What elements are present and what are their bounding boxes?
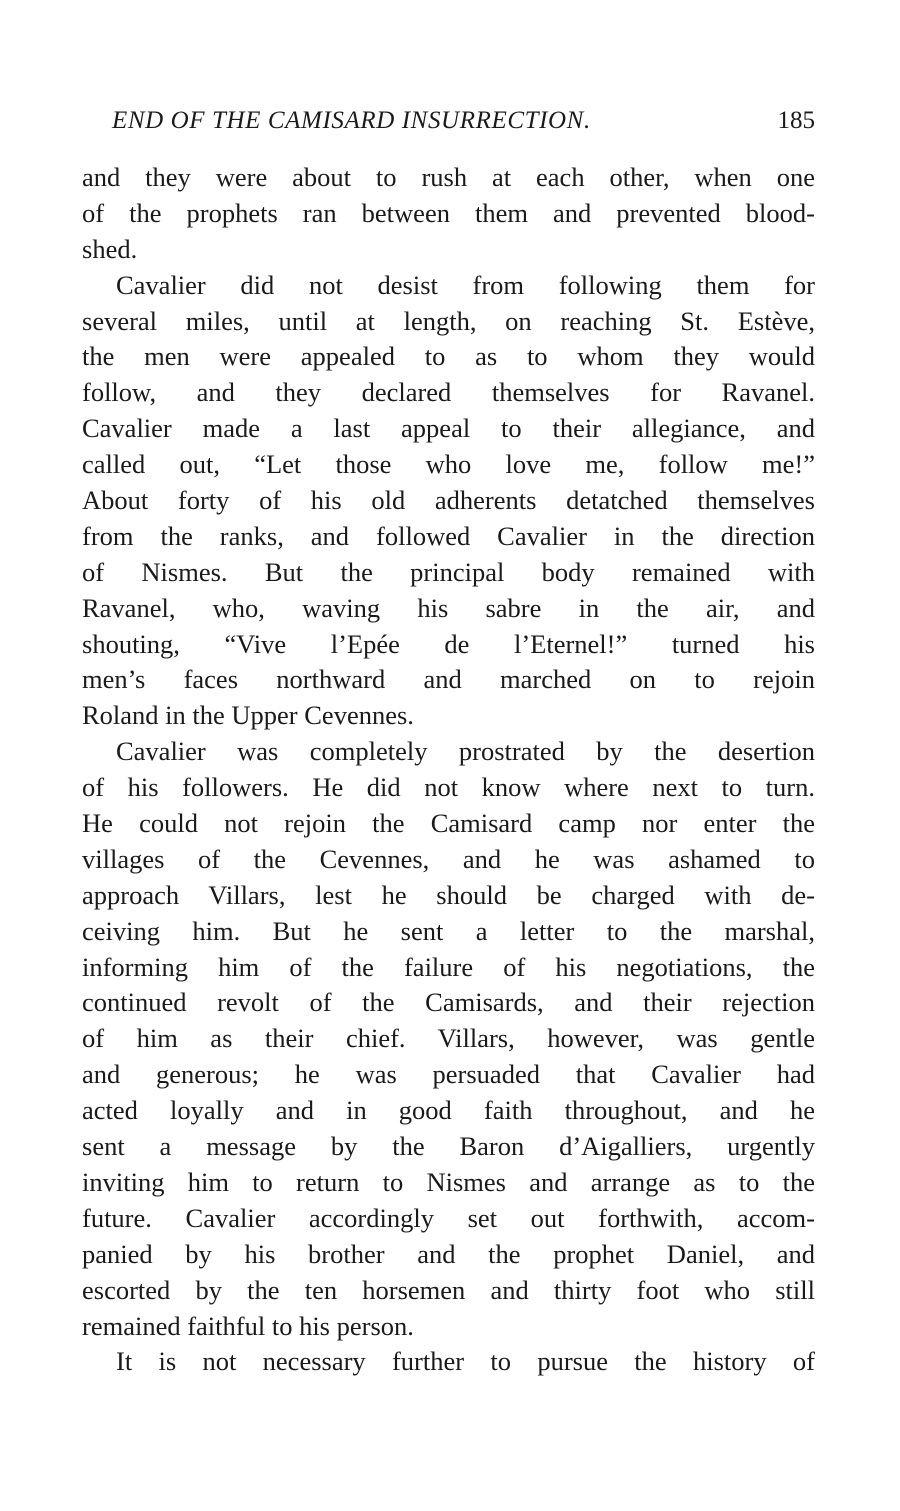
text-line: of the prophets ran between them and prevented blood-	[82, 197, 815, 228]
text-line: ceiving him. But he sent a letter to the marshal,	[82, 915, 815, 946]
text-line: He could not rejoin the Camisard camp nor enter the	[82, 808, 815, 839]
text-line: of him as their chief. Villars, however, was gentle	[82, 1023, 815, 1054]
text-line: About forty of his old adherents detatched themselves	[82, 485, 815, 516]
page-number: 185	[777, 107, 815, 134]
text-line: of his followers. He did not know where next to turn.	[82, 772, 815, 803]
page-header	[82, 104, 815, 138]
paragraph	[82, 160, 815, 268]
text-line: from the ranks, and followed Cavalier in the direction	[82, 520, 815, 551]
text-line: remained faithful to his person.	[82, 1310, 414, 1341]
text-line: Cavalier did not desist from following them for	[116, 269, 815, 300]
text-line: of Nismes. But the principal body remained with	[82, 556, 815, 587]
paragraph	[82, 1344, 815, 1380]
text-line: approach Villars, lest he should be charged with de-	[82, 879, 815, 910]
text-line: follow, and they declared themselves for Ravanel.	[82, 377, 815, 408]
text-line: men’s faces northward and marched on to rejoin	[82, 664, 815, 695]
text-line: panied by his brother and the prophet Daniel, and	[82, 1238, 815, 1269]
text-line: Cavalier was completely prostrated by the desertion	[116, 736, 815, 767]
text-line: shouting, “Vive l’Epée de l’Eternel!” turned his	[82, 628, 815, 659]
book-page	[82, 104, 815, 1380]
text-line: future. Cavalier accordingly set out forthwith, accom-	[82, 1202, 815, 1233]
text-line: called out, “Let those who love me, follow me!”	[82, 449, 815, 480]
text-line: inviting him to return to Nismes and arrange as to the	[82, 1166, 815, 1197]
text-line: sent a message by the Baron d’Aigalliers, urgently	[82, 1131, 815, 1162]
text-line: Roland in the Upper Cevennes.	[82, 700, 414, 731]
text-line: and they were about to rush at each other, when one	[82, 162, 815, 192]
text-line: Ravanel, who, waving his sabre in the air, and	[82, 592, 815, 623]
text-line: villages of the Cevennes, and he was ashamed to	[82, 843, 815, 874]
paragraph	[82, 268, 815, 735]
text-line: and generous; he was persuaded that Cavalier had	[82, 1059, 815, 1090]
text-line: the men were appealed to as to whom they would	[82, 341, 815, 372]
text-line: escorted by the ten horsemen and thirty foot who still	[82, 1274, 815, 1305]
text-line: several miles, until at length, on reaching St. Estève,	[82, 305, 815, 336]
text-line: It is not necessary further to pursue the history of	[116, 1346, 815, 1377]
body-text	[82, 160, 815, 1380]
text-line: continued revolt of the Camisards, and their rejection	[82, 987, 815, 1018]
text-line: shed.	[82, 233, 138, 264]
text-line: informing him of the failure of his negotiations, the	[82, 951, 815, 982]
text-line: acted loyally and in good faith throughout, and he	[82, 1095, 815, 1126]
text-line: Cavalier made a last appeal to their allegiance, and	[82, 413, 815, 444]
paragraph	[82, 734, 815, 1344]
running-title: END OF THE CAMISARD INSURRECTION.	[112, 107, 591, 134]
